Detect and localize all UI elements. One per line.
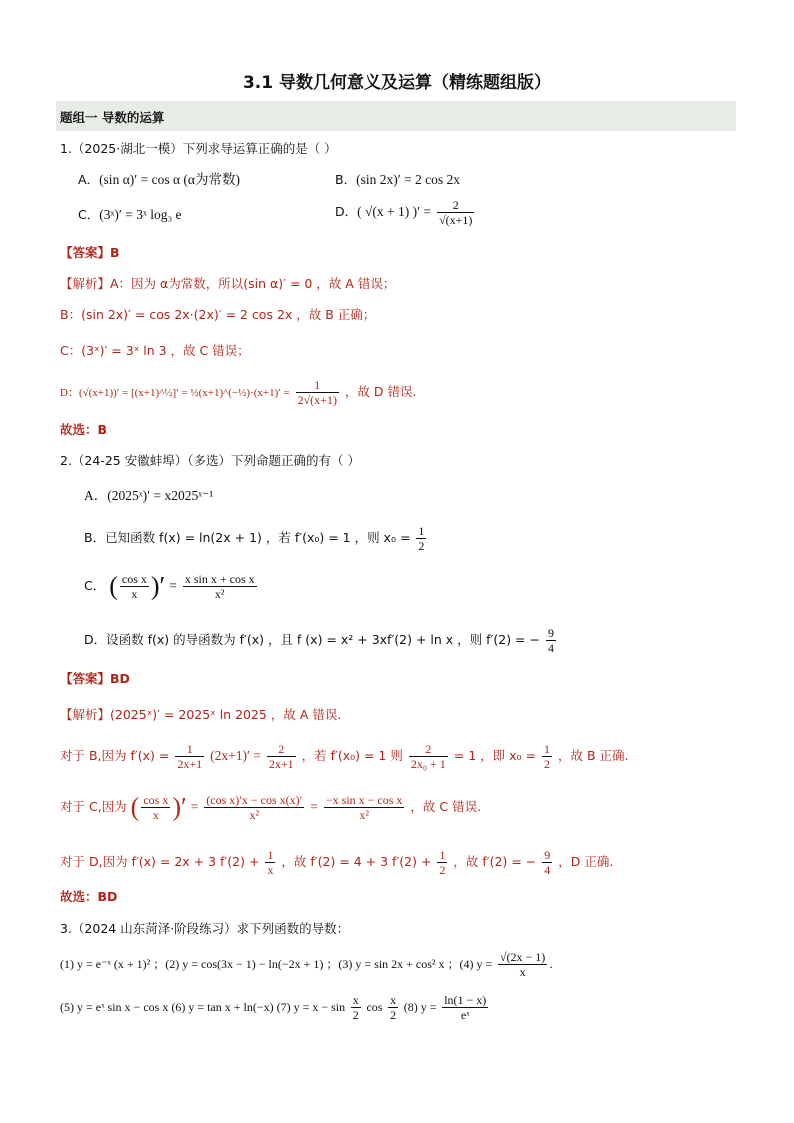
q2-option-a: A．(2025ˣ)′ = x2025ˣ⁻¹	[84, 488, 214, 503]
q2-option-c: C． ( $\frac{\text{cos x}}{x}$ )′ = $\frac{\text{x sin x + cos x}}{\text{x²}}$	[84, 571, 255, 601]
q3-stem: 3.（2024 山东菏泽·阶段练习）求下列函数的导数：	[60, 921, 350, 936]
page-title: 3.1 导数几何意义及运算（精练题组版）	[242, 73, 552, 93]
q1-answer: 【答案】B	[60, 245, 120, 260]
q1-analysis-c: C：(3ˣ)′ = 3ˣ ln 3 ，故 C 错误；	[60, 343, 250, 358]
q2-analysis-b: 对于 B,因为 f′(x) = $\frac{1}{2x+1}$ (2x+1)′ = $\frac{2}{2x+1}$ ，若 f′(x₀) = 1 则 $\frac{2}{\text{2x₀ + 1}}$ = 1 ，即 x₀ = $\frac{1}{2}$ ，故 B 正确.	[60, 742, 629, 771]
q1-option-a: A．(sin α)′ = cos α (α为常数)	[78, 172, 240, 187]
q1-final: 故选：B	[60, 422, 108, 437]
q3-line-2: (5) y = eˣ sin x − cos x (6) y = tan x + ln(−x) (7) y = x − sin $\frac{x}{2}$ cos $\frac{x}{2}$ (8) y = $\frac{\ln(1 - x)}{\text{eˣ}}$	[60, 993, 487, 1022]
q1-option-c: C．(3ˣ)′ = 3ˣ log₃ e	[78, 207, 182, 222]
q2-analysis-d: 对于 D,因为 f′(x) = 2x + 3 f′(2) + $\frac{1}{x}$ ，故 f′(2) = 4 + 3 f′(2) + $\frac{1}{2}$ ，故 f′(2) = − $\frac{9}{4}$ ，D 正确.	[60, 848, 614, 877]
q1-stem: 1.（2025·湖北一模）下列求导运算正确的是（ ）	[60, 141, 337, 156]
section-title: 题组一 导数的运算	[60, 110, 165, 125]
q3-line-1: (1) y = e⁻ˣ (x + 1)² ；(2) y = cos(3x − 1) − ln(−2x + 1) ；(3) y = sin 2x + cos² x ；(4) y = $\frac{√(2x - 1)}{x}$ .	[60, 950, 553, 979]
q2-analysis-a: 【解析】(2025ˣ)′ = 2025ˣ ln 2025 ，故 A 错误.	[60, 707, 342, 722]
section-header	[56, 101, 736, 131]
q2-option-b: B．已知函数 f(x) = ln(2x + 1) ，若 f′(x₀) = 1 ，则 x₀ = $\frac{1}{2}$	[84, 524, 425, 553]
q1-analysis-d: D：(√(x+1))′ = [(x+1)^½]′ = ½(x+1)^(−½)·(x+1)′ = $\frac{1}{2√(x+1)}$ ，故 D 错误.	[60, 378, 417, 407]
q2-option-d: D．设函数 f(x) 的导函数为 f′(x) ，且 f (x) = x² + 3xf′(2) + ln x ，则 f′(2) = − $\frac{9}{4}$	[84, 626, 554, 655]
q2-answer: 【答案】BD	[60, 671, 130, 686]
q1-option-b: B．(sin 2x)′ = 2 cos 2x	[335, 172, 461, 187]
q1-option-d: D．( √(x + 1) )′ = $\frac{2}{√(x+1)}$	[335, 198, 473, 227]
q2-final: 故选：BD	[60, 889, 118, 904]
q1-analysis-b: B：(sin 2x)′ = cos 2x·(2x)′ = 2 cos 2x ，故 B 正确；	[60, 307, 376, 322]
q2-analysis-c: 对于 C,因为 ( $\frac{\text{cos x}}{x}$ )′ = $\frac{\text{(cos x)′x − cos x(x)′}}{\text{x²}}$ = $\frac{\text{−x sin x − cos x}}{\text{x²}}$ ，故 C 错误.	[60, 792, 482, 822]
q2-stem: 2.（24-25 安徽蚌埠）（多选）下列命题正确的有（ ）	[60, 453, 360, 468]
q1-analysis-a: 【解析】A：因为 α为常数，所以(sin α)′ = 0 ，故 A 错误；	[60, 276, 396, 291]
